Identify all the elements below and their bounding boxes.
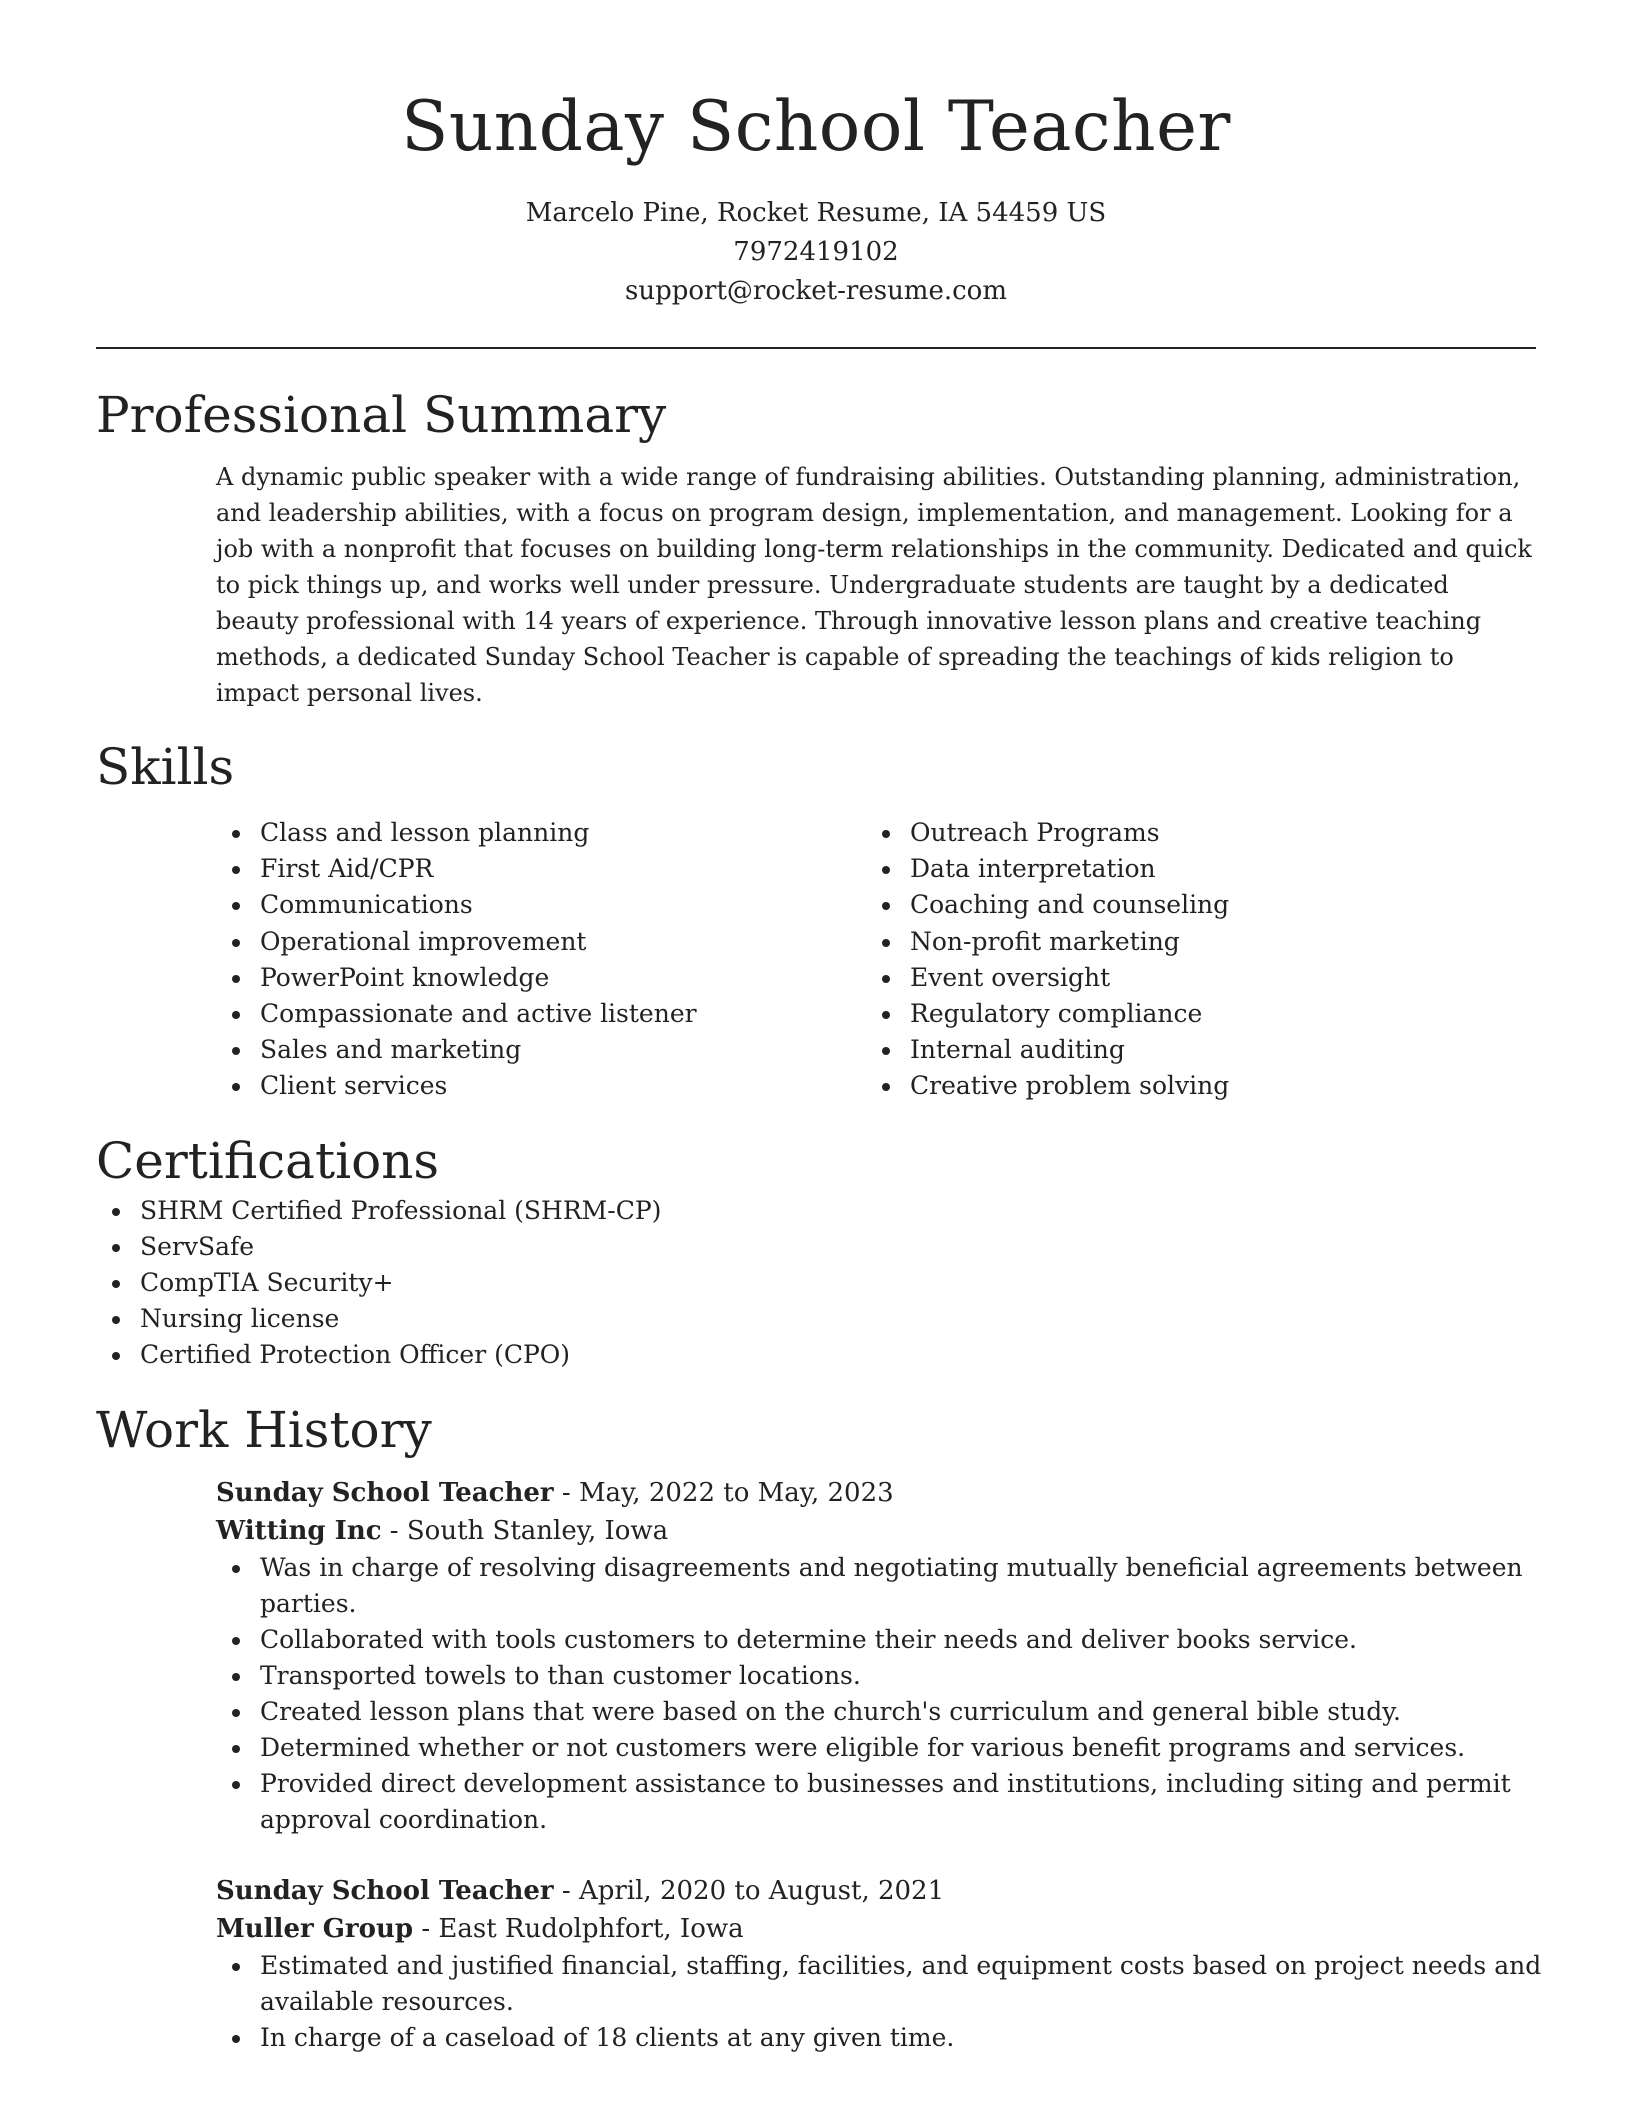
skill-item: Outreach Programs (866, 815, 1516, 851)
certification-item: ServSafe (96, 1229, 1536, 1265)
job-company: Witting Inc (216, 1515, 382, 1546)
skills-column-left (216, 815, 866, 1105)
job-title: Sunday School Teacher (216, 1875, 554, 1906)
contact-info (96, 194, 1536, 311)
job-company-line (216, 1512, 1536, 1550)
summary-section (96, 383, 1536, 711)
job-title: Sunday School Teacher (216, 1477, 554, 1508)
skill-item: Class and lesson planning (216, 815, 866, 851)
skills-heading: Skills (96, 738, 235, 796)
certification-item: SHRM Certified Professional (SHRM-CP) (96, 1193, 1536, 1229)
skills-columns (216, 815, 1536, 1105)
certifications-section (96, 1129, 1536, 1374)
job-entry (216, 1872, 1542, 2056)
resume-header (96, 0, 1536, 311)
header-divider (96, 347, 1536, 349)
job-duties-list (216, 1550, 1546, 1838)
job-company: Muller Group (216, 1913, 414, 1944)
certification-item: Nursing license (96, 1301, 1536, 1337)
job-location: - East Rudolphfort, Iowa (413, 1913, 744, 1944)
certification-item: Certified Protection Officer (CPO) (96, 1337, 1536, 1373)
certifications-list (96, 1193, 1536, 1374)
job-duty-item: Estimated and justified financial, staffing, facilities, and equipment costs based on project needs and available resources. (216, 1948, 1546, 2020)
job-duty-item: Created lesson plans that were based on the church's curriculum and general bible study. (216, 1694, 1546, 1730)
skill-item: Compassionate and active listener (216, 996, 866, 1032)
certifications-heading: Certifications (96, 1131, 440, 1190)
contact-address: Marcelo Pine, Rocket Resume, IA 54459 US (525, 198, 1107, 228)
summary-text: A dynamic public speaker with a wide range of fundraising abilities. Outstanding planning, administration, and leadership abilities, with a focus on program design, implementation, and management. Looking for a job with a nonprofit that focuses on building long-term relationships in the community. Dedicated and quick to pick things up, and works well under pressure. Undergraduate students are taught by a dedicated beauty professional with 14 years of experience. Through innovative lesson plans and creative teaching methods, a dedicated Sunday School Teacher is capable of spreading the teachings of kids religion to impact personal lives. (216, 463, 1532, 707)
job-duty-item: Provided direct development assistance to businesses and institutions, including siting and permit approval coordination. (216, 1766, 1546, 1838)
job-title-line (216, 1474, 1536, 1512)
skills-column-right (866, 815, 1516, 1105)
job-title-line (216, 1872, 1536, 1910)
resume-title: Sunday School Teacher (401, 87, 1231, 167)
job-dates: - May, 2022 to May, 2023 (553, 1477, 894, 1508)
skill-item: Event oversight (866, 960, 1516, 996)
contact-email[interactable]: support@rocket-resume.com (624, 276, 1007, 306)
job-dates: - April, 2020 to August, 2021 (553, 1875, 945, 1906)
job-company-line (216, 1910, 1536, 1948)
work-history-heading: Work History (96, 1400, 432, 1459)
job-duties-list (216, 1948, 1546, 2056)
job-location: - South Stanley, Iowa (381, 1515, 669, 1546)
job-duty-item: Determined whether or not customers were eligible for various benefit programs and services. (216, 1730, 1546, 1766)
skill-item: Coaching and counseling (866, 887, 1516, 923)
skill-item: Creative problem solving (866, 1068, 1516, 1104)
skill-item: First Aid/CPR (216, 851, 866, 887)
job-entry (216, 1474, 1536, 1838)
skills-list-right (866, 815, 1516, 1105)
summary-heading: Professional Summary (96, 386, 667, 444)
job-duty-item: Transported towels to than customer locations. (216, 1658, 1546, 1694)
certification-item: CompTIA Security+ (96, 1265, 1536, 1301)
skill-item: Communications (216, 887, 866, 923)
skill-item: Data interpretation (866, 851, 1516, 887)
work-history-section (96, 1398, 1542, 2056)
skill-item: Sales and marketing (216, 1032, 866, 1068)
skill-item: Operational improvement (216, 924, 866, 960)
skill-item: Non-profit marketing (866, 924, 1516, 960)
job-duty-item: Was in charge of resolving disagreements and negotiating mutually beneficial agreements between parties. (216, 1550, 1546, 1622)
skill-item: Internal auditing (866, 1032, 1516, 1068)
skill-item: PowerPoint knowledge (216, 960, 866, 996)
job-duty-item: In charge of a caseload of 18 clients at any given time. (216, 2020, 1546, 2056)
job-duty-item: Collaborated with tools customers to determine their needs and deliver books service. (216, 1622, 1546, 1658)
skill-item: Regulatory compliance (866, 996, 1516, 1032)
skills-list-left (216, 815, 866, 1105)
skills-section (96, 735, 1536, 1105)
contact-phone: 7972419102 (733, 237, 899, 267)
skill-item: Client services (216, 1068, 866, 1104)
